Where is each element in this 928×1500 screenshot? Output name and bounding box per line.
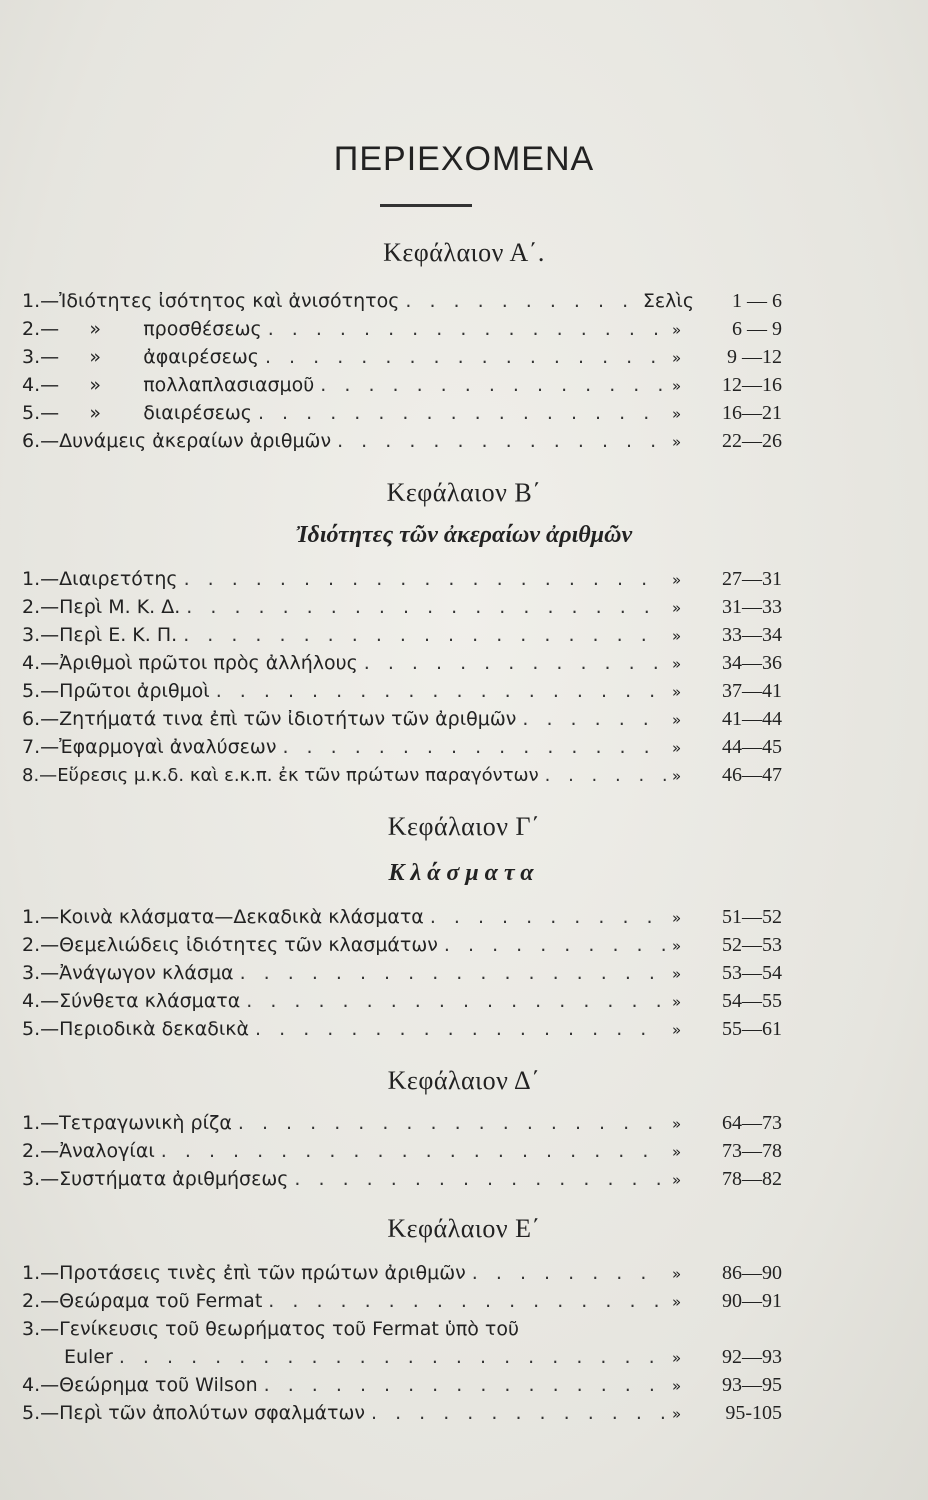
leader-dots: [119, 1346, 666, 1368]
leader-dots: [472, 1262, 666, 1284]
ditto-mark: »: [672, 655, 682, 673]
page-range: 1 — 6: [732, 290, 782, 312]
item-number: 1.—: [22, 906, 60, 928]
item-number: 3.—: [22, 1168, 60, 1190]
toc-row: [22, 680, 782, 708]
item-number: 3.—: [22, 624, 60, 646]
page-range: 64—73: [722, 1112, 782, 1134]
leader-dots: [294, 1168, 666, 1190]
page-title: ΠΕΡΙΕΧΟΜΕΝΑ: [333, 140, 595, 178]
ditto-mark: »: [672, 349, 682, 367]
item-number: 3.—: [22, 346, 60, 368]
page-range: 95-105: [725, 1402, 782, 1424]
leader-dots: [364, 652, 666, 674]
page-range: 41—44: [722, 708, 782, 730]
page-range: 53—54: [722, 962, 782, 984]
toc-row: [22, 1402, 782, 1430]
ditto-mark: »: [672, 433, 682, 451]
leader-dots: [320, 374, 666, 396]
leader-dots: [371, 1402, 666, 1424]
ditto-mark: »: [672, 711, 682, 729]
toc-row: [22, 1112, 782, 1140]
ditto-mark: »: [672, 571, 682, 589]
item-title: Σύνθετα κλάσματα: [59, 990, 241, 1012]
leader-dots: [405, 290, 637, 312]
chapter-b-subtitle: Ἰδιότητες τῶν ἀκεραίων ἀριθμῶν: [295, 522, 633, 548]
item-title: Περιοδικὰ δεκαδικὰ: [59, 1018, 250, 1040]
ditto-mark: »: [672, 599, 682, 617]
leader-dots: [522, 708, 666, 730]
item-title: Προτάσεις τινὲς ἐπὶ τῶν πρώτων ἀριθμῶν: [59, 1262, 466, 1284]
toc-row: [22, 346, 782, 374]
item-number: 2.—: [22, 1290, 60, 1312]
title-underline: [380, 204, 472, 207]
item-number: 7.—: [22, 736, 60, 758]
toc-row: [22, 906, 782, 934]
toc-row: [22, 1018, 782, 1046]
item-title: Θεμελιώδεις ἰδιότητες τῶν κλασμάτων: [59, 934, 438, 956]
ditto-mark: »: [672, 1115, 682, 1133]
item-number: 3.—: [22, 962, 60, 984]
chapter-e-heading: Κεφάλαιον Ε΄: [387, 1214, 541, 1243]
toc-row: [22, 1346, 782, 1374]
item-title: » προσθέσεως: [59, 318, 262, 340]
item-title: Ἀναλογίαι: [59, 1140, 155, 1162]
leader-dots: [216, 680, 666, 702]
page-range: 46—47: [722, 764, 782, 786]
toc-row: [22, 374, 782, 402]
page-range: 55—61: [722, 1018, 782, 1040]
item-title: Γενίκευσις τοῦ θεωρήματος τοῦ Fermat ὑπὸ τοῦ: [59, 1318, 519, 1340]
item-number: 5.—: [22, 680, 60, 702]
chapter-a-heading: Κεφάλαιον Α΄.: [383, 238, 545, 267]
ditto-mark: »: [672, 937, 682, 955]
leader-dots: [430, 906, 666, 928]
toc-row: [22, 1318, 782, 1346]
page-range: 86—90: [722, 1262, 782, 1284]
toc-row: [22, 430, 782, 458]
leader-dots: [255, 1018, 666, 1040]
page-range: 34—36: [722, 652, 782, 674]
ditto-mark: »: [672, 739, 682, 757]
item-title: Πρῶτοι ἀριθμοὶ: [59, 680, 210, 702]
page-range: 90—91: [722, 1290, 782, 1312]
leader-dots: [337, 430, 666, 452]
leader-dots: [264, 1374, 666, 1396]
leader-dots: [444, 934, 666, 956]
item-title: Διαιρετότης: [59, 568, 178, 590]
item-number: 8.—: [22, 765, 58, 786]
toc-row: [22, 652, 782, 680]
item-title: » ἀφαιρέσεως: [59, 346, 259, 368]
toc-row: [22, 290, 782, 318]
toc-row: [22, 990, 782, 1018]
page-range: 92—93: [722, 1346, 782, 1368]
leader-dots: [265, 346, 666, 368]
item-number: 5.—: [22, 1018, 60, 1040]
leader-dots: [184, 568, 666, 590]
toc-row: [22, 1168, 782, 1196]
item-number: 2.—: [22, 1140, 60, 1162]
ditto-mark: »: [672, 321, 682, 339]
ditto-mark: »: [672, 1143, 682, 1161]
item-number: 6.—: [22, 430, 60, 452]
leader-dots: [268, 1290, 666, 1312]
ditto-mark: »: [672, 1171, 682, 1189]
page-range: 16—21: [722, 402, 782, 424]
ditto-mark: »: [672, 1377, 682, 1395]
item-title: Θεώρημα τοῦ Wilson: [59, 1374, 258, 1396]
ditto-mark: »: [672, 909, 682, 927]
toc-row: [22, 318, 782, 346]
item-number: 1.—: [22, 1262, 60, 1284]
item-number: 2.—: [22, 596, 60, 618]
toc-row: [22, 402, 782, 430]
item-title: Τετραγωνικὴ ρίζα: [59, 1112, 232, 1134]
page-range: 54—55: [722, 990, 782, 1012]
item-title: Ζητήματά τινα ἐπὶ τῶν ἰδιοτήτων τῶν ἀριθμῶν: [59, 708, 517, 730]
chapter-b-heading: Κεφάλαιον Β΄: [386, 478, 542, 507]
toc-row: [22, 934, 782, 962]
item-number: 1.—: [22, 568, 60, 590]
page-range: 73—78: [722, 1140, 782, 1162]
toc-row: [22, 1290, 782, 1318]
page-range: 37—41: [722, 680, 782, 702]
leader-dots: [240, 962, 666, 984]
item-title: Ἐφαρμογαὶ ἀναλύσεων: [59, 736, 277, 758]
item-title: Ἀνάγωγον κλάσμα: [59, 962, 234, 984]
page-range: 52—53: [722, 934, 782, 956]
ditto-mark: »: [672, 377, 682, 395]
page-range: 22—26: [722, 430, 782, 452]
item-title: Θεώραμα τοῦ Fermat: [59, 1290, 263, 1312]
item-title: Ἀριθμοὶ πρῶτοι πρὸς ἀλλήλους: [59, 652, 358, 674]
ditto-mark: »: [672, 1021, 682, 1039]
ditto-mark: »: [672, 1265, 682, 1283]
item-number: 4.—: [22, 374, 60, 396]
toc-row: [22, 1262, 782, 1290]
ditto-mark: »: [672, 405, 682, 423]
item-title: » πολλαπλασιασμοῦ: [59, 374, 315, 396]
page-range: 33—34: [722, 624, 782, 646]
item-number: 5.—: [22, 1402, 60, 1424]
item-number: 4.—: [22, 652, 60, 674]
leader-dots: [238, 1112, 666, 1134]
item-title: Εὕρεσις μ.κ.δ. καὶ ε.κ.π. ἐκ τῶν πρώτων παραγόντων: [57, 765, 539, 786]
leader-dots: [183, 624, 666, 646]
ditto-mark: »: [672, 1405, 682, 1423]
item-title: » διαιρέσεως: [59, 402, 252, 424]
item-number: 2.—: [22, 934, 60, 956]
item-title: Κοινὰ κλάσματα—Δεκαδικὰ κλάσματα: [59, 906, 424, 928]
page-range: 51—52: [722, 906, 782, 928]
leader-dots: [246, 990, 666, 1012]
item-title: Περὶ Μ. Κ. Δ.: [59, 596, 181, 618]
item-number: 2.—: [22, 318, 60, 340]
item-title: Συστήματα ἀριθμήσεως: [59, 1168, 289, 1190]
item-number: 6.—: [22, 708, 60, 730]
ditto-mark: »: [672, 1293, 682, 1311]
item-number: 1.—: [22, 290, 60, 312]
ditto-mark: »: [672, 767, 682, 785]
item-number: 5.—: [22, 402, 60, 424]
item-number: 1.—: [22, 1112, 60, 1134]
toc-row: [22, 736, 782, 764]
page-range: 78—82: [722, 1168, 782, 1190]
item-title: Δυνάμεις ἀκεραίων ἀριθμῶν: [59, 430, 332, 452]
leader-dots: [161, 1140, 666, 1162]
ditto-mark: »: [672, 965, 682, 983]
toc-row: [22, 596, 782, 624]
item-title: Ἰδιότητες ἰσότητος καὶ ἀνισότητος: [59, 290, 400, 312]
item-number: 3.—: [22, 1318, 60, 1340]
leader-dots: [545, 765, 666, 786]
toc-row: [22, 1140, 782, 1168]
ditto-mark: »: [672, 993, 682, 1011]
ditto-mark: »: [672, 627, 682, 645]
page-range: 9 —12: [727, 346, 782, 368]
item-number: 4.—: [22, 1374, 60, 1396]
toc-row: [22, 962, 782, 990]
leader-dots: [258, 402, 666, 424]
toc-row: [22, 1374, 782, 1402]
item-title: Euler: [64, 1346, 113, 1368]
chapter-c-heading: Κεφάλαιον Γ΄: [387, 812, 541, 841]
page-range: 31—33: [722, 596, 782, 618]
toc-row: [22, 568, 782, 596]
item-title: Περὶ τῶν ἀπολύτων σφαλμάτων: [59, 1402, 365, 1424]
leader-dots: [268, 318, 666, 340]
ditto-mark: »: [672, 683, 682, 701]
chapter-c-subtitle: Κλάσματα: [388, 860, 540, 886]
chapter-d-heading: Κεφάλαιον Δ΄: [387, 1066, 541, 1095]
page-range: 93—95: [722, 1374, 782, 1396]
item-number: 4.—: [22, 990, 60, 1012]
leader-dots: [282, 736, 666, 758]
page-range: 6 — 9: [732, 318, 782, 340]
item-title: Περὶ Ε. Κ. Π.: [59, 624, 178, 646]
leader-dots: [186, 596, 666, 618]
toc-row: [22, 624, 782, 652]
page-range: 12—16: [722, 374, 782, 396]
page-range: 44—45: [722, 736, 782, 758]
page-range: 27—31: [722, 568, 782, 590]
toc-row: [22, 764, 782, 792]
ditto-mark: »: [672, 1349, 682, 1367]
toc-row: [22, 708, 782, 736]
pages-label: Σελὶς: [642, 290, 694, 312]
